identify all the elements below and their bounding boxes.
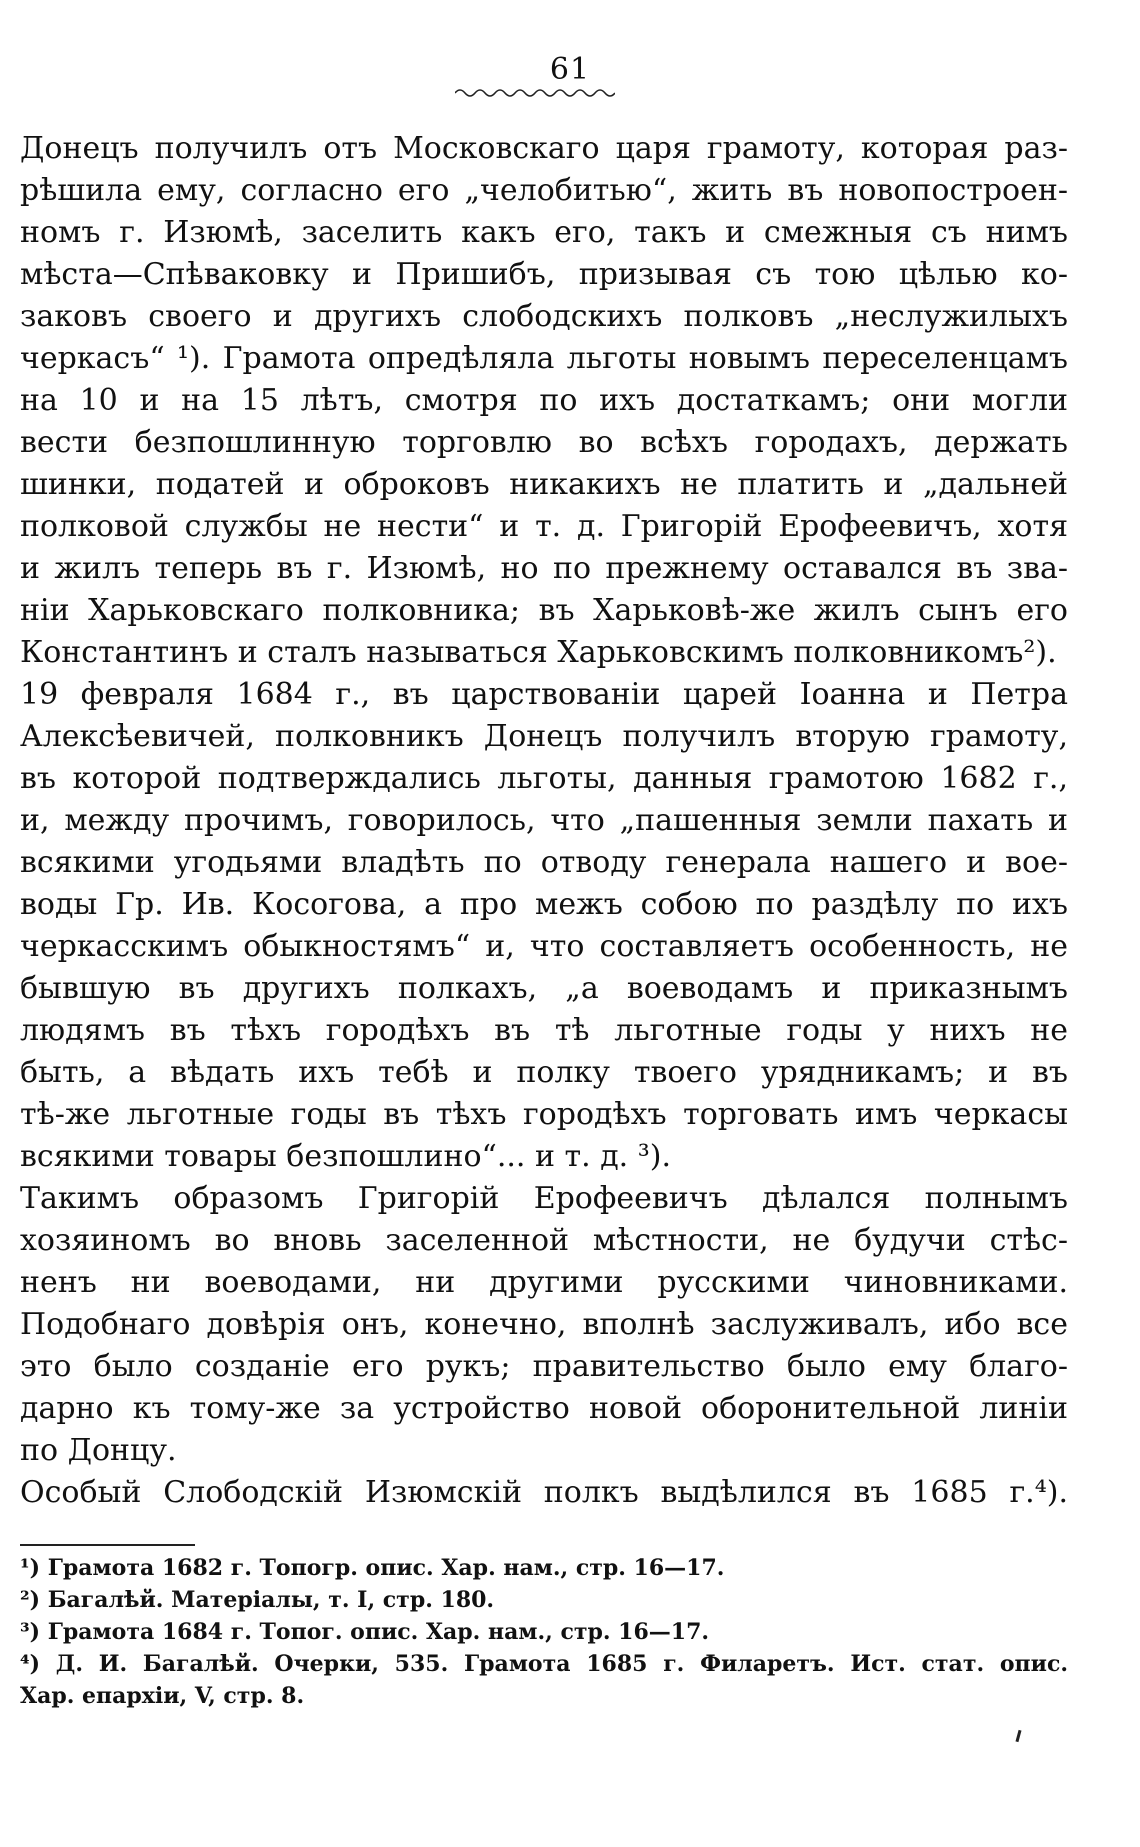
text-line: людямъ въ тѣхъ городѣхъ въ тѣ льготные годы у нихъ не	[20, 1013, 1068, 1048]
page-number-ornament	[455, 86, 615, 100]
text-line: бывшую въ другихъ полкахъ, „а воеводамъ и приказнымъ	[20, 971, 1068, 1006]
text-line: это было созданіе его рукъ; правительство было ему благо-	[20, 1349, 1068, 1384]
text-line: Такимъ образомъ Григорій Ерофеевичъ дѣлался полнымъ	[20, 1181, 1068, 1216]
text-line: всякими товары безпошлино“... и т. д. ³).	[20, 1139, 672, 1174]
text-line: дарно къ тому-же за устройство новой оборонительной линіи	[20, 1391, 1068, 1426]
text-line: въ которой подтверждались льготы, данныя грамотою 1682 г.,	[20, 761, 1068, 796]
text-line: рѣшила ему, согласно его „челобитью“, жить въ новопостроен-	[20, 173, 1068, 208]
text-line: мѣста—Спѣваковку и Пришибъ, призывая съ тою цѣлью ко-	[20, 257, 1068, 292]
text-line: заковъ своего и другихъ слободскихъ полковъ „неслужилыхъ	[20, 299, 1068, 334]
text-line: вести безпошлинную торговлю во всѣхъ городахъ, держать	[20, 425, 1068, 460]
footnote-line: ²) Багалѣй. Матеріалы, т. I, стр. 180.	[20, 1587, 495, 1613]
text-line: и жилъ теперь въ г. Изюмѣ, но по прежнему оставался въ зва-	[20, 551, 1068, 586]
text-line: Подобнаго довѣрія онъ, конечно, вполнѣ заслуживалъ, ибо все	[20, 1307, 1068, 1342]
text-line: Особый Слободскій Изюмскій полкъ выдѣлился въ 1685 г.⁴).	[20, 1475, 1068, 1510]
footnote-line: Хар. епархіи, V, стр. 8.	[20, 1683, 305, 1709]
footnote-line: ⁴) Д. И. Багалѣй. Очерки, 535. Грамота 1685 г. Филаретъ. Ист. стат. опис.	[20, 1651, 1068, 1677]
print-speck	[1015, 1730, 1021, 1742]
text-line: ніи Харьковскаго полковника; въ Харьковѣ-же жилъ сынъ его	[20, 593, 1068, 628]
text-line: всякими угодьями владѣть по отводу генерала нашего и вое-	[20, 845, 1068, 880]
main-text	[20, 128, 1068, 1514]
text-line: черкасскимъ обыкностямъ“ и, что составляетъ особенность, не	[20, 929, 1068, 964]
text-line: Алексѣевичей, полковникъ Донецъ получилъ вторую грамоту,	[20, 719, 1068, 754]
text-line: тѣ-же льготные годы въ тѣхъ городѣхъ торговать имъ черкасы	[20, 1097, 1068, 1132]
text-line: воды Гр. Ив. Косогова, а про межъ собою по раздѣлу по ихъ	[20, 887, 1068, 922]
text-line: Донецъ получилъ отъ Московскаго царя грамоту, которая раз-	[20, 131, 1068, 166]
text-line: шинки, податей и оброковъ никакихъ не платить и „дальней	[20, 467, 1068, 502]
text-line: 19 февраля 1684 г., въ царствованіи царей Іоанна и Петра	[20, 677, 1068, 712]
text-line: Константинъ и сталъ называться Харьковскимъ полковникомъ²).	[20, 635, 1057, 670]
text-line: на 10 и на 15 лѣтъ, смотря по ихъ достаткамъ; они могли	[20, 383, 1068, 418]
page-number: 61	[549, 52, 591, 87]
text-line: полковой службы не нести“ и т. д. Григорій Ерофеевичъ, хотя	[20, 509, 1068, 544]
footnote-line: ¹) Грамота 1682 г. Топогр. опис. Хар. нам., стр. 16—17.	[20, 1555, 725, 1581]
text-line: номъ г. Изюмѣ, заселить какъ его, такъ и смежныя съ нимъ	[20, 215, 1068, 250]
text-line: черкасъ“ ¹). Грамота опредѣляла льготы новымъ переселенцамъ	[20, 341, 1068, 376]
text-line: быть, а вѣдать ихъ тебѣ и полку твоего урядникамъ; и въ	[20, 1055, 1068, 1090]
footnote-line: ³) Грамота 1684 г. Топог. опис. Хар. нам., стр. 16—17.	[20, 1619, 710, 1645]
text-line: по Донцу.	[20, 1433, 177, 1468]
footnote-separator	[20, 1544, 195, 1546]
text-line: и, между прочимъ, говорилось, что „пашенныя земли пахать и	[20, 803, 1068, 838]
footnotes	[20, 1552, 1068, 1712]
text-line: ненъ ни воеводами, ни другими русскими чиновниками.	[20, 1265, 1068, 1300]
text-line: хозяиномъ во вновь заселенной мѣстности, не будучи стѣс-	[20, 1223, 1068, 1258]
